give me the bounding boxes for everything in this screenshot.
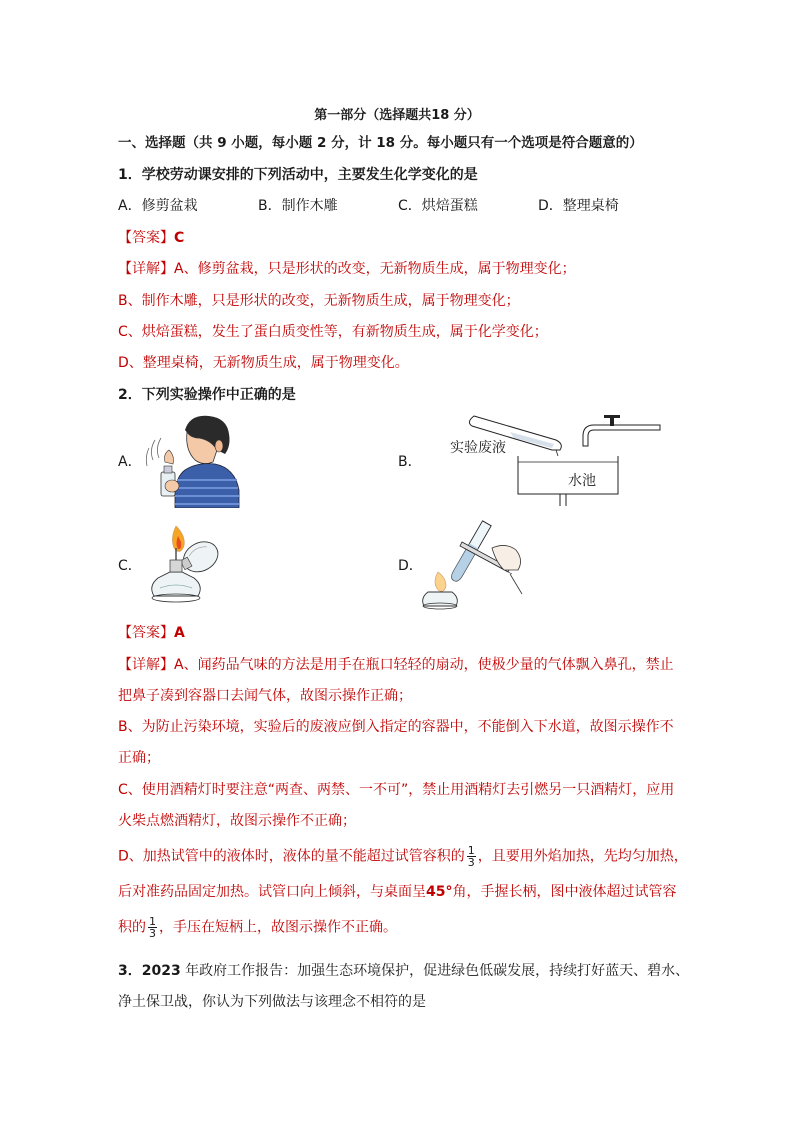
answer-label: 【答案】	[118, 230, 174, 246]
answer-label: 【答案】	[118, 625, 174, 641]
answer-value: A	[174, 625, 185, 641]
q3-number: 3．	[118, 963, 142, 979]
q2-explain-d3	[118, 916, 397, 939]
fraction-one-third	[467, 845, 476, 868]
q2-explain-a2: 把鼻子凑到容器口去闻气体，故图示操作正确；	[118, 688, 412, 704]
explain-label: 【详解】	[118, 261, 174, 277]
q2-option-d-label: D．	[398, 558, 423, 574]
figure-c-alcohol-lamp-illustration	[140, 516, 225, 608]
angle-value: 45°	[426, 884, 453, 900]
q1-explain-a	[118, 259, 576, 279]
figure-b-waste-sink-illustration	[440, 410, 665, 508]
explain-text: 后对准药品固定加热。试管口向上倾斜，与桌面呈	[118, 884, 426, 900]
q2-explain-c1: C、使用酒精灯时要注意“两查、两禁、一不可”，禁止用酒精灯去引燃另一只酒精灯，应用	[118, 782, 675, 798]
section-title: 第一部分（选择题共18 分）	[314, 108, 480, 123]
fraction-numerator: 1	[149, 915, 156, 928]
q1-option-b: B．制作木雕	[258, 198, 338, 214]
figure-d-heating-tube-illustration	[418, 514, 528, 612]
q1-option-d: D．整理桌椅	[538, 198, 619, 214]
q2-option-b-label: B．	[398, 454, 422, 470]
figure-b-sink-label: 水池	[568, 473, 596, 489]
q2-answer	[118, 623, 185, 643]
figure-b-waste-label: 实验废液	[450, 440, 506, 456]
q2-explain-d1	[118, 845, 688, 868]
q2-option-a-label: A．	[118, 454, 142, 470]
fraction-one-third	[148, 916, 157, 939]
explain-text: 积的	[118, 919, 146, 936]
q2-explain-b1: B、为防止污染环境，实验后的废液应倒入指定的容器中，不能倒入下水道，故图示操作不	[118, 719, 674, 735]
q2-explain-c2: 火柴点燃酒精灯，故图示操作不正确；	[118, 813, 356, 829]
explain-text-tail: ，且要用外焰加热，先均匀加热，	[477, 848, 688, 865]
q1-explain-c: C、烘焙蛋糕，发生了蛋白质变性等，有新物质生成，属于化学变化；	[118, 324, 548, 340]
explain-label: 【详解】	[118, 657, 174, 673]
q1-option-c: C．烘焙蛋糕	[398, 198, 478, 214]
part-heading: 一、选择题（共 9 小题，每小题 2 分，计 18 分。每小题只有一个选项是符合题意的）	[118, 135, 643, 151]
q1-option-a: A．修剪盆栽	[118, 198, 198, 214]
q1-explain-d: D、整理桌椅，无新物质生成，属于物理变化。	[118, 355, 409, 371]
q3-stem-text: 年政府工作报告：加强生态环境保护，促进绿色低碳发展，持续打好蓝天、碧水、	[180, 963, 690, 979]
explain-text: A、修剪盆栽，只是形状的改变，无新物质生成，属于物理变化；	[174, 261, 576, 277]
fraction-numerator: 1	[467, 844, 475, 857]
q2-stem: 2．下列实验操作中正确的是	[118, 387, 296, 403]
figure-a-smelling-illustration	[145, 410, 245, 508]
q1-explain-b: B、制作木雕，只是形状的改变，无新物质生成，属于物理变化；	[118, 293, 520, 309]
q2-option-c-label: C．	[118, 558, 142, 574]
explain-text-tail: ，手压在短柄上，故图示操作不正确。	[159, 919, 397, 936]
explain-text: D、加热试管中的液体时，液体的量不能超过试管容积的	[118, 848, 465, 865]
q1-stem: 1．学校劳动课安排的下列活动中，主要发生化学变化的是	[118, 167, 478, 183]
q3-year: 2023	[141, 963, 181, 979]
explain-text: A、闻药品气味的方法是用手在瓶口轻轻的扇动，使极少量的气体飘入鼻孔，禁止	[174, 657, 674, 673]
q1-answer	[118, 228, 184, 248]
q2-explain-b2: 正确；	[118, 750, 160, 766]
fraction-denominator: 3	[149, 927, 156, 940]
explain-text-tail: 角，手握长柄，图中液体超过试管容	[452, 884, 677, 900]
q2-explain-a1	[118, 655, 674, 675]
answer-value: C	[174, 230, 185, 246]
fraction-denominator: 3	[467, 856, 475, 869]
q3-stem-line2: 净土保卫战，你认为下列做法与该理念不相符的是	[118, 994, 426, 1010]
q3-stem-line1	[118, 961, 689, 981]
q2-explain-d2	[118, 882, 676, 902]
